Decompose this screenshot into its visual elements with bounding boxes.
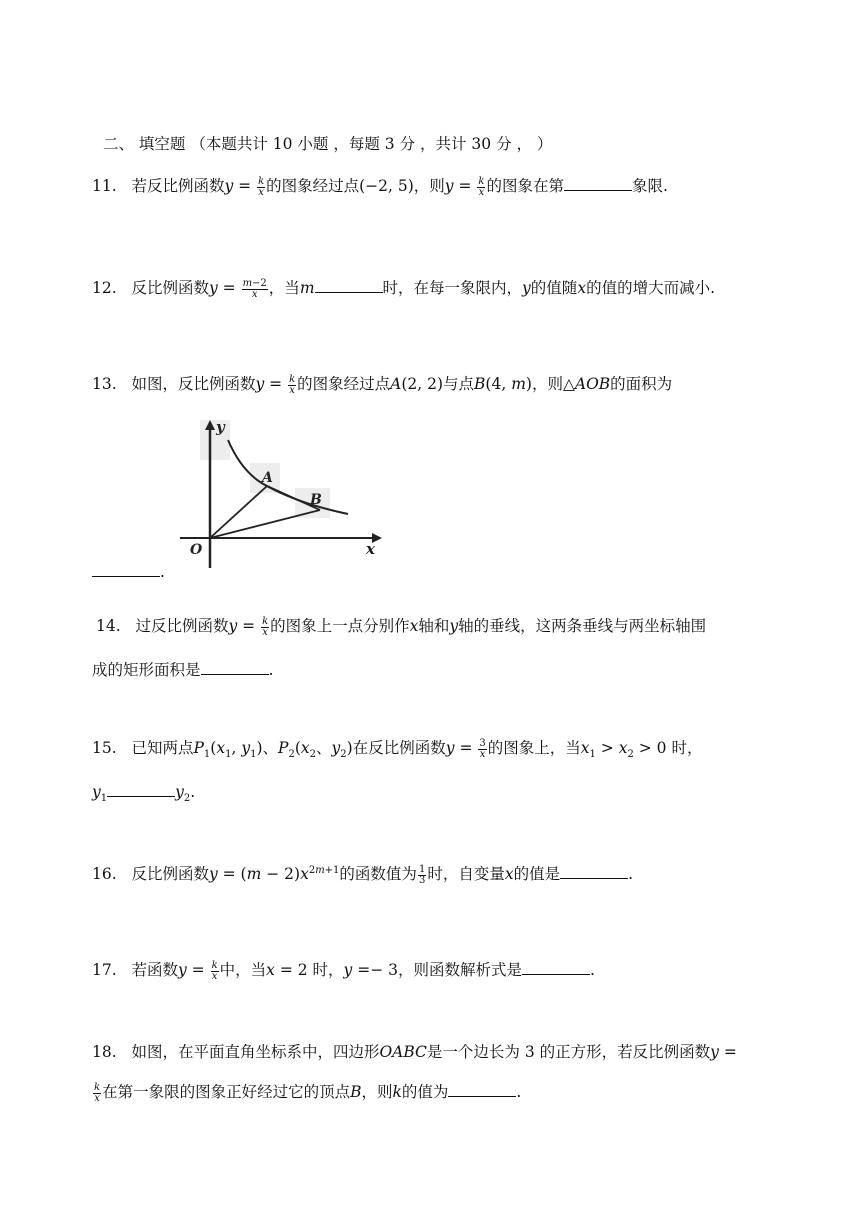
question-13: 13. 如图，反比例函数y = $\frac{k}{x}$ 的图象经过点A(2, 2)与点B(4, m)，则△AOB的面积为: [92, 373, 673, 396]
figure-x-label: x: [366, 540, 375, 558]
question-14: 14. 过反比例函数y = $\frac{k}{x}$ 的图象上一点分别作x轴和y轴的垂线，这两条垂线与两坐标轴围: [96, 615, 707, 638]
answer-blank: [522, 958, 590, 975]
section-heading: 二、 填空题 （本题共计 10 小题 ，每题 3 分 ，共计 30 分 ， ）: [103, 135, 553, 153]
question-17: 17. 若函数y = $\frac{k}{x}$ 中，当x = 2 时，y =− 3，则函数解析式是 .: [92, 959, 595, 982]
figure-hyperbola-aob: [170, 418, 385, 573]
question-18-line2: $\frac{k}{x}$ 在第一象限的图象正好经过它的顶点B，则k的值为 .: [94, 1081, 522, 1104]
question-15-line2: $y_1$ $y_2$.: [92, 780, 195, 810]
answer-blank: [448, 1080, 516, 1097]
question-12: 12. 反比例函数y = $\frac{m-2}{x}$ ，当m 时，在每一象限内，y的值随x的值的增大而减小.: [92, 277, 715, 300]
question-15: 15. 已知两点$P_1(x_1$, $y_1$)、$P_2(x_2$、$y_2$)在反比例函数y = $\frac{3}{x}$ 的图象上，当$x_1 > x_2 > 0$ 时，: [92, 737, 703, 761]
figure-point-b-label: B: [310, 492, 322, 508]
answer-blank: [560, 862, 628, 879]
figure-point-a-label: A: [262, 470, 273, 486]
question-14-line2: 成的矩形面积是 .: [92, 658, 273, 681]
answer-blank: [315, 276, 383, 293]
question-13-answer: .: [92, 560, 165, 583]
answer-blank: [564, 174, 632, 191]
question-16: 16. 反比例函数$y = (m - 2)x^{2m+1}$的函数值为 $\frac{1}{3}$ 时，自变量x的值是 .: [92, 863, 634, 886]
answer-blank: [107, 780, 175, 797]
answer-blank: [201, 658, 269, 675]
question-18: 18. 如图，在平面直角坐标系中，四边形OABC是一个边长为 3 的正方形，若反比例函数y =: [92, 1043, 737, 1061]
answer-blank: [92, 560, 160, 577]
figure-origin-label: O: [190, 542, 203, 558]
question-11: 11. 若反比例函数y = $\frac{k}{x}$ 的图象经过点(−2, 5)，则y = $\frac{k}{x}$ 的图象在第 象限.: [92, 175, 668, 198]
figure-y-label: y: [216, 418, 225, 436]
